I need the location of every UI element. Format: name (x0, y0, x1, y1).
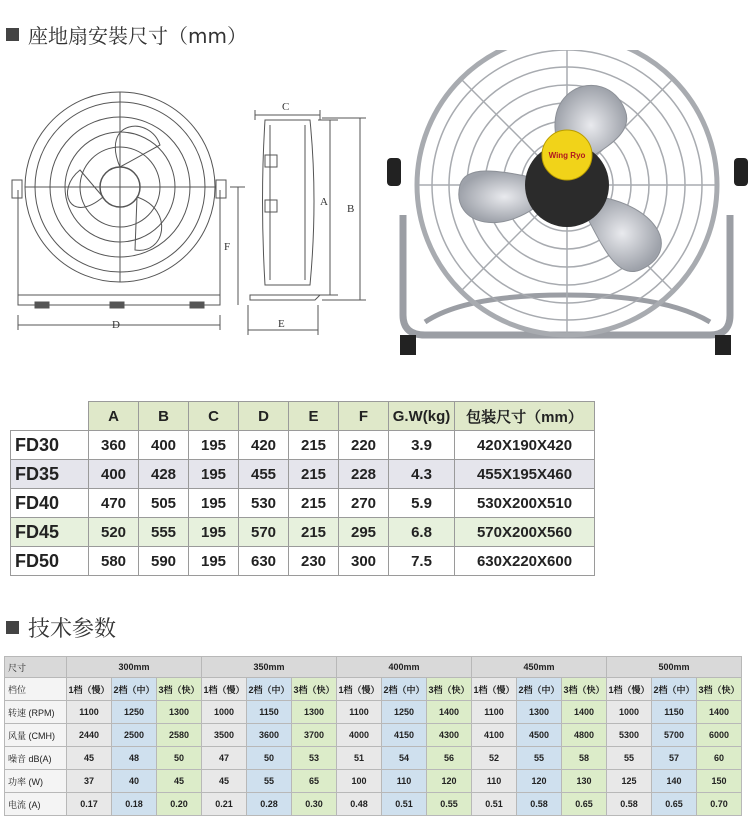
column-header: E (289, 402, 339, 431)
spec-cell: 1300 (517, 701, 562, 724)
model-name: FD40 (11, 489, 89, 518)
spec-cell: 4150 (382, 724, 427, 747)
table-cell: 455 (239, 460, 289, 489)
model-name: FD30 (11, 431, 89, 460)
spec-cell: 3600 (247, 724, 292, 747)
size-header: 300mm (67, 657, 202, 678)
section-title-install-dimensions (6, 20, 247, 49)
table-cell: 7.5 (389, 547, 455, 576)
spec-cell: 60 (697, 747, 742, 770)
spec-cell: 0.30 (292, 793, 337, 816)
column-header: F (339, 402, 389, 431)
dimensions-header-row (11, 402, 595, 431)
spec-cell: 140 (652, 770, 697, 793)
spec-cell: 47 (202, 747, 247, 770)
table-cell: 530X200X510 (455, 489, 595, 518)
spec-row (5, 701, 742, 724)
section-title-tech-specs (6, 612, 116, 643)
table-cell: 6.8 (389, 518, 455, 547)
spec-cell: 48 (112, 747, 157, 770)
spec-cell: 1300 (157, 701, 202, 724)
spec-cell: 0.70 (697, 793, 742, 816)
spec-cell: 1400 (427, 701, 472, 724)
table-cell: 590 (139, 547, 189, 576)
gear-header: 2档（中） (382, 678, 427, 701)
spec-cell: 37 (67, 770, 112, 793)
spec-cell: 40 (112, 770, 157, 793)
spec-cell: 1300 (292, 701, 337, 724)
spec-cell: 110 (472, 770, 517, 793)
spec-cell: 45 (202, 770, 247, 793)
dimensions-table (10, 401, 595, 576)
gear-header: 2档（中） (247, 678, 292, 701)
spec-cell: 0.21 (202, 793, 247, 816)
table-cell: 295 (339, 518, 389, 547)
table-cell: 228 (339, 460, 389, 489)
gear-header: 2档（中） (652, 678, 697, 701)
table-row (11, 489, 595, 518)
model-name: FD35 (11, 460, 89, 489)
table-corner-cell (11, 402, 89, 431)
spec-row-label: 电流 (A) (5, 793, 67, 816)
table-cell: 4.3 (389, 460, 455, 489)
gear-header-row (5, 678, 742, 701)
gear-header: 3档（快） (157, 678, 202, 701)
table-cell: 555 (139, 518, 189, 547)
dimension-line-f (230, 187, 245, 305)
tilt-knob-left (387, 158, 401, 186)
table-row (11, 460, 595, 489)
table-cell: 195 (189, 518, 239, 547)
spec-cell: 1400 (697, 701, 742, 724)
spec-cell: 56 (427, 747, 472, 770)
gear-header: 1档（慢） (202, 678, 247, 701)
spec-cell: 2580 (157, 724, 202, 747)
table-cell: 360 (89, 431, 139, 460)
table-cell: 570X200X560 (455, 518, 595, 547)
gear-header: 2档（中） (517, 678, 562, 701)
spec-cell: 0.17 (67, 793, 112, 816)
dimension-label-c: C (282, 101, 290, 113)
spec-cell: 0.18 (112, 793, 157, 816)
spec-cell: 1400 (562, 701, 607, 724)
spec-cell: 50 (247, 747, 292, 770)
spec-cell: 0.51 (472, 793, 517, 816)
spec-cell: 58 (562, 747, 607, 770)
table-cell: 630X220X600 (455, 547, 595, 576)
table-cell: 195 (189, 431, 239, 460)
dimension-label-a: A (320, 196, 328, 208)
section-title-text: 座地扇安裝尺寸（mm） (28, 24, 247, 48)
spec-cell: 0.28 (247, 793, 292, 816)
spec-cell: 4100 (472, 724, 517, 747)
gear-header: 3档（快） (427, 678, 472, 701)
spec-row (5, 793, 742, 816)
table-cell: 215 (289, 460, 339, 489)
table-cell: 530 (239, 489, 289, 518)
table-cell: 428 (139, 460, 189, 489)
table-cell: 400 (139, 431, 189, 460)
table-cell: 470 (89, 489, 139, 518)
spec-cell: 0.65 (562, 793, 607, 816)
dimension-label-b: B (347, 203, 355, 215)
spec-cell: 50 (157, 747, 202, 770)
spec-cell: 0.58 (517, 793, 562, 816)
column-header: A (89, 402, 139, 431)
spec-row-label: 风量 (CMH) (5, 724, 67, 747)
fan-foot-left (400, 335, 416, 355)
spec-cell: 0.51 (382, 793, 427, 816)
fan-foot-right (715, 335, 731, 355)
table-cell: 3.9 (389, 431, 455, 460)
spec-cell: 53 (292, 747, 337, 770)
spec-cell: 120 (517, 770, 562, 793)
table-row (11, 431, 595, 460)
spec-cell: 6000 (697, 724, 742, 747)
spec-row (5, 770, 742, 793)
table-cell: 400 (89, 460, 139, 489)
table-row (11, 518, 595, 547)
spec-row-label: 转速 (RPM) (5, 701, 67, 724)
gear-header: 3档（快） (697, 678, 742, 701)
size-label: 尺寸 (5, 657, 67, 678)
spec-cell: 4300 (427, 724, 472, 747)
table-cell: 420 (239, 431, 289, 460)
spec-cell: 130 (562, 770, 607, 793)
spec-cell: 1250 (382, 701, 427, 724)
column-header: 包装尺寸（mm） (455, 402, 595, 431)
column-header: B (139, 402, 189, 431)
spec-cell: 1100 (67, 701, 112, 724)
size-header: 400mm (337, 657, 472, 678)
spec-cell: 2440 (67, 724, 112, 747)
table-cell: 195 (189, 489, 239, 518)
table-cell: 230 (289, 547, 339, 576)
gear-header: 3档（快） (292, 678, 337, 701)
table-cell: 270 (339, 489, 389, 518)
spec-cell: 120 (427, 770, 472, 793)
dimension-label-d: D (112, 319, 120, 331)
dimension-label-f: F (224, 241, 231, 253)
column-header: C (189, 402, 239, 431)
size-header-row (5, 657, 742, 678)
table-cell: 630 (239, 547, 289, 576)
spec-cell: 45 (157, 770, 202, 793)
table-cell: 5.9 (389, 489, 455, 518)
spec-cell: 100 (337, 770, 382, 793)
square-bullet-icon (6, 28, 19, 41)
spec-cell: 0.48 (337, 793, 382, 816)
spec-cell: 0.58 (607, 793, 652, 816)
spec-cell: 5700 (652, 724, 697, 747)
size-header: 350mm (202, 657, 337, 678)
square-bullet-icon (6, 621, 19, 634)
table-cell: 195 (189, 547, 239, 576)
tech-spec-table (4, 656, 742, 816)
dimension-diagram (0, 90, 375, 350)
spec-cell: 4500 (517, 724, 562, 747)
size-header: 450mm (472, 657, 607, 678)
spec-cell: 125 (607, 770, 652, 793)
table-cell: 455X195X460 (455, 460, 595, 489)
spec-cell: 1100 (337, 701, 382, 724)
spec-row (5, 747, 742, 770)
table-cell: 195 (189, 460, 239, 489)
spec-cell: 0.55 (427, 793, 472, 816)
gear-header: 3档（快） (562, 678, 607, 701)
table-cell: 570 (239, 518, 289, 547)
spec-cell: 150 (697, 770, 742, 793)
side-view-fan (250, 120, 320, 300)
spec-cell: 55 (607, 747, 652, 770)
column-header: D (239, 402, 289, 431)
brand-badge-text: Wing Ryo (548, 151, 586, 160)
table-cell: 215 (289, 431, 339, 460)
table-cell: 420X190X420 (455, 431, 595, 460)
spec-cell: 65 (292, 770, 337, 793)
section-title-text: 技术参数 (28, 617, 117, 642)
gear-header: 1档（慢） (67, 678, 112, 701)
table-cell: 215 (289, 518, 339, 547)
spec-cell: 1100 (472, 701, 517, 724)
spec-row-label: 功率 (W) (5, 770, 67, 793)
table-cell: 300 (339, 547, 389, 576)
model-name: FD45 (11, 518, 89, 547)
model-name: FD50 (11, 547, 89, 576)
spec-cell: 1150 (247, 701, 292, 724)
spec-cell: 1250 (112, 701, 157, 724)
spec-cell: 3700 (292, 724, 337, 747)
spec-cell: 0.65 (652, 793, 697, 816)
size-header: 500mm (607, 657, 742, 678)
gear-header: 2档（中） (112, 678, 157, 701)
dimension-line-b (322, 118, 366, 300)
spec-cell: 52 (472, 747, 517, 770)
floor-fan-product-photo (385, 50, 750, 360)
spec-cell: 4000 (337, 724, 382, 747)
spec-cell: 1150 (652, 701, 697, 724)
spec-row-label: 噪音 dB(A) (5, 747, 67, 770)
spec-cell: 1000 (607, 701, 652, 724)
table-row (11, 547, 595, 576)
spec-cell: 5300 (607, 724, 652, 747)
spec-cell: 45 (67, 747, 112, 770)
tilt-knob-right (734, 158, 748, 186)
front-view-fan (12, 92, 226, 305)
table-cell: 580 (89, 547, 139, 576)
table-cell: 220 (339, 431, 389, 460)
spec-cell: 55 (247, 770, 292, 793)
spec-cell: 0.20 (157, 793, 202, 816)
spec-cell: 51 (337, 747, 382, 770)
table-cell: 520 (89, 518, 139, 547)
dimension-label-e: E (278, 318, 285, 330)
spec-row (5, 724, 742, 747)
gear-header: 1档（慢） (472, 678, 517, 701)
spec-cell: 57 (652, 747, 697, 770)
spec-cell: 2500 (112, 724, 157, 747)
spec-cell: 1000 (202, 701, 247, 724)
spec-cell: 4800 (562, 724, 607, 747)
gear-header: 1档（慢） (337, 678, 382, 701)
gear-label: 档位 (5, 678, 67, 701)
spec-cell: 54 (382, 747, 427, 770)
gear-header: 1档（慢） (607, 678, 652, 701)
spec-cell: 110 (382, 770, 427, 793)
table-cell: 505 (139, 489, 189, 518)
spec-cell: 3500 (202, 724, 247, 747)
column-header: G.W(kg) (389, 402, 455, 431)
table-cell: 215 (289, 489, 339, 518)
spec-cell: 55 (517, 747, 562, 770)
